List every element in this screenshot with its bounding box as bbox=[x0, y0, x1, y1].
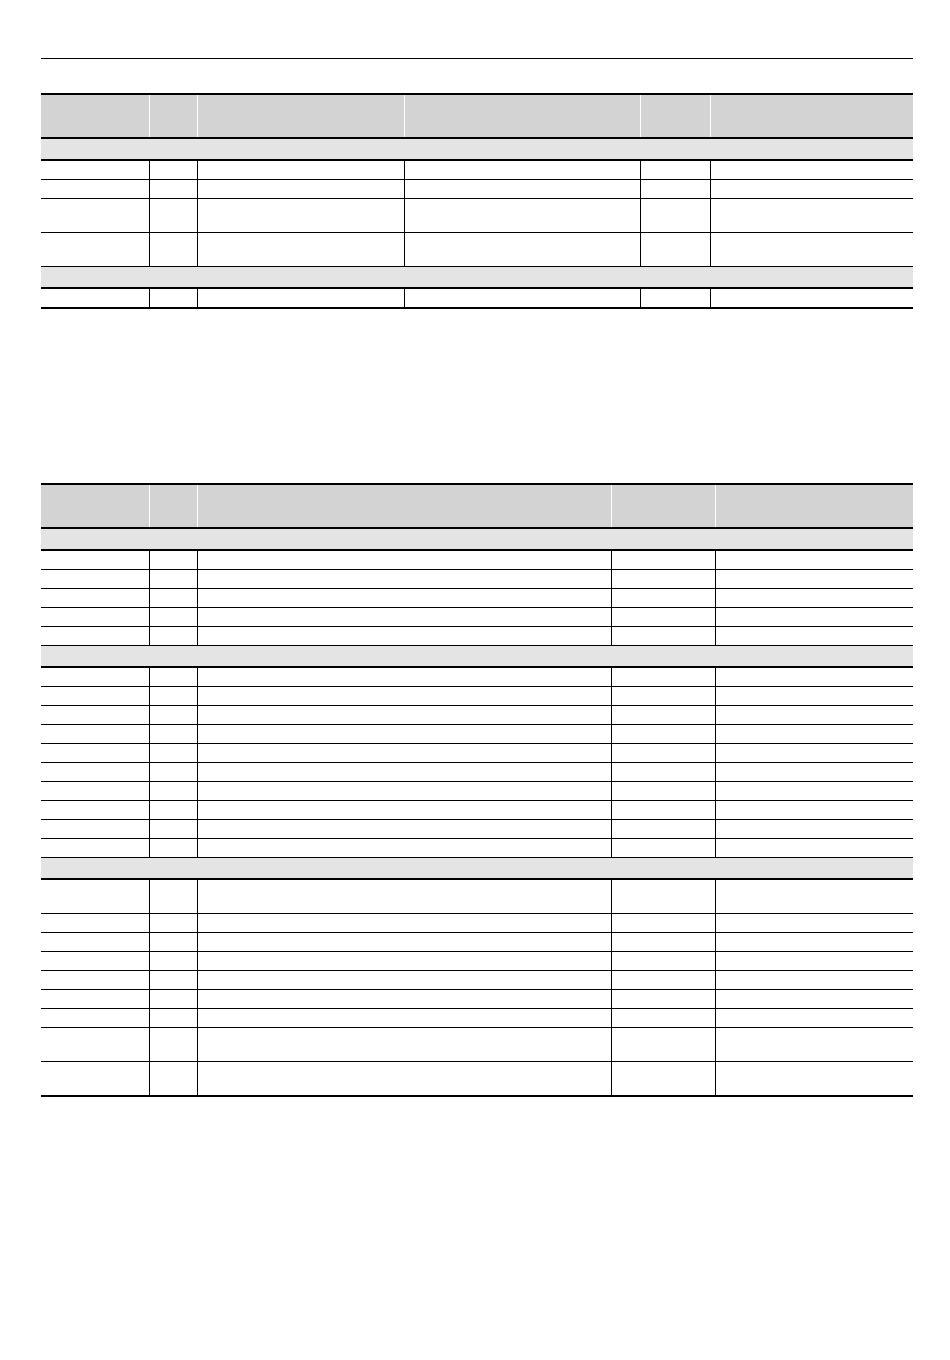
table-cell bbox=[149, 914, 197, 933]
table-cell bbox=[41, 801, 149, 820]
table-row bbox=[41, 627, 913, 646]
table-cell bbox=[640, 180, 710, 199]
table-cell bbox=[41, 627, 149, 646]
column-header bbox=[197, 94, 404, 138]
column-header bbox=[710, 94, 913, 138]
column-header bbox=[41, 94, 149, 138]
table-cell bbox=[197, 933, 611, 952]
table-cell bbox=[149, 687, 197, 706]
table-cell bbox=[197, 627, 611, 646]
table-cell bbox=[41, 589, 149, 608]
table-cell bbox=[149, 160, 197, 180]
table-cell bbox=[640, 233, 710, 267]
table-cell bbox=[149, 725, 197, 744]
table-cell bbox=[41, 1028, 149, 1062]
column-header bbox=[611, 484, 715, 528]
table-cell bbox=[715, 914, 913, 933]
table-cell bbox=[197, 1009, 611, 1028]
table-row bbox=[41, 288, 913, 308]
table-row bbox=[41, 801, 913, 820]
column-header bbox=[715, 484, 913, 528]
table-cell bbox=[611, 1062, 715, 1097]
table-cell bbox=[404, 160, 640, 180]
section-label bbox=[41, 858, 913, 880]
table-cell bbox=[611, 608, 715, 627]
table-header-row bbox=[41, 94, 913, 138]
table-cell bbox=[404, 233, 640, 267]
table-cell bbox=[41, 570, 149, 589]
table-cell bbox=[715, 667, 913, 687]
table-cell bbox=[41, 180, 149, 199]
table-cell bbox=[41, 782, 149, 801]
table-cell bbox=[611, 879, 715, 914]
table-cell bbox=[710, 199, 913, 233]
table-cell bbox=[404, 288, 640, 308]
section-header-row bbox=[41, 646, 913, 668]
table-cell bbox=[640, 288, 710, 308]
table-cell bbox=[611, 990, 715, 1009]
section-header-row bbox=[41, 858, 913, 880]
table-cell bbox=[640, 160, 710, 180]
table-cell bbox=[611, 550, 715, 570]
table-cell bbox=[197, 725, 611, 744]
table-cell bbox=[611, 1009, 715, 1028]
table-row bbox=[41, 550, 913, 570]
table-cell bbox=[715, 879, 913, 914]
table-cell bbox=[197, 801, 611, 820]
table-cell bbox=[715, 933, 913, 952]
table-cell bbox=[715, 801, 913, 820]
table-row bbox=[41, 589, 913, 608]
table-cell bbox=[197, 288, 404, 308]
table-cell bbox=[715, 687, 913, 706]
table-cell bbox=[715, 971, 913, 990]
table-cell bbox=[149, 1028, 197, 1062]
table-cell bbox=[715, 570, 913, 589]
table-cell bbox=[611, 570, 715, 589]
table-cell bbox=[715, 782, 913, 801]
table-row bbox=[41, 570, 913, 589]
section-label bbox=[41, 267, 913, 289]
table-cell bbox=[41, 160, 149, 180]
table-cell bbox=[197, 971, 611, 990]
table-cell bbox=[149, 180, 197, 199]
table-cell bbox=[149, 608, 197, 627]
column-header bbox=[149, 94, 197, 138]
section-label bbox=[41, 138, 913, 160]
table-cell bbox=[41, 199, 149, 233]
table-cell bbox=[41, 990, 149, 1009]
section-label bbox=[41, 528, 913, 550]
table-row bbox=[41, 971, 913, 990]
table-cell bbox=[149, 763, 197, 782]
table-cell bbox=[197, 608, 611, 627]
table-cell bbox=[197, 589, 611, 608]
table-cell bbox=[41, 667, 149, 687]
table-cell bbox=[715, 744, 913, 763]
table-cell bbox=[197, 160, 404, 180]
table-cell bbox=[41, 744, 149, 763]
table-cell bbox=[149, 570, 197, 589]
table-cell bbox=[611, 744, 715, 763]
table-cell bbox=[611, 801, 715, 820]
table-cell bbox=[41, 550, 149, 570]
table-cell bbox=[197, 744, 611, 763]
table-row bbox=[41, 667, 913, 687]
table-cell bbox=[611, 971, 715, 990]
table-cell bbox=[611, 725, 715, 744]
section-header-row bbox=[41, 138, 913, 160]
section-label bbox=[41, 646, 913, 668]
table-cell bbox=[41, 914, 149, 933]
table-cell bbox=[149, 952, 197, 971]
table-cell bbox=[197, 667, 611, 687]
table-cell bbox=[715, 550, 913, 570]
table-cell bbox=[149, 199, 197, 233]
table-cell bbox=[611, 1028, 715, 1062]
table-row bbox=[41, 160, 913, 180]
table-cell bbox=[41, 952, 149, 971]
table-cell bbox=[197, 879, 611, 914]
table-cell bbox=[197, 1062, 611, 1097]
table-cell bbox=[197, 1028, 611, 1062]
table-cell bbox=[197, 687, 611, 706]
column-header bbox=[404, 94, 640, 138]
table-cell bbox=[149, 288, 197, 308]
table-cell bbox=[611, 914, 715, 933]
table-cell bbox=[715, 763, 913, 782]
table-cell bbox=[197, 914, 611, 933]
table-row bbox=[41, 233, 913, 267]
table-cell bbox=[640, 199, 710, 233]
table-cell bbox=[149, 782, 197, 801]
table-row bbox=[41, 933, 913, 952]
table-cell bbox=[197, 550, 611, 570]
column-header bbox=[640, 94, 710, 138]
table-cell bbox=[197, 706, 611, 725]
top-rule bbox=[41, 58, 913, 59]
table-cell bbox=[197, 839, 611, 858]
table-cell bbox=[404, 180, 640, 199]
table-cell bbox=[41, 820, 149, 839]
table-row bbox=[41, 725, 913, 744]
table-cell bbox=[149, 1062, 197, 1097]
table-row bbox=[41, 763, 913, 782]
table-cell bbox=[611, 627, 715, 646]
table-cell bbox=[41, 706, 149, 725]
table-cell bbox=[715, 990, 913, 1009]
section-header-row bbox=[41, 267, 913, 289]
table-cell bbox=[715, 608, 913, 627]
table-cell bbox=[404, 199, 640, 233]
table-cell bbox=[710, 233, 913, 267]
table-cell bbox=[611, 952, 715, 971]
table-cell bbox=[41, 879, 149, 914]
table-cell bbox=[715, 820, 913, 839]
table-cell bbox=[197, 233, 404, 267]
table-cell bbox=[197, 763, 611, 782]
table-row bbox=[41, 952, 913, 971]
table-cell bbox=[149, 801, 197, 820]
table-cell bbox=[197, 952, 611, 971]
column-header bbox=[197, 484, 611, 528]
table-1 bbox=[41, 93, 913, 309]
table-cell bbox=[611, 839, 715, 858]
table-cell bbox=[710, 180, 913, 199]
table-cell bbox=[149, 839, 197, 858]
table-cell bbox=[41, 1062, 149, 1097]
table-row bbox=[41, 782, 913, 801]
table-cell bbox=[149, 990, 197, 1009]
table-cell bbox=[715, 1028, 913, 1062]
table-row bbox=[41, 1062, 913, 1097]
table-cell bbox=[611, 820, 715, 839]
table-cell bbox=[41, 288, 149, 308]
table-header-row bbox=[41, 484, 913, 528]
table-cell bbox=[149, 744, 197, 763]
table-cell bbox=[149, 933, 197, 952]
table-cell bbox=[197, 570, 611, 589]
table-row bbox=[41, 199, 913, 233]
table-cell bbox=[611, 782, 715, 801]
table-cell bbox=[611, 589, 715, 608]
table-row bbox=[41, 990, 913, 1009]
table-cell bbox=[41, 839, 149, 858]
table-cell bbox=[41, 608, 149, 627]
table-row bbox=[41, 820, 913, 839]
table-cell bbox=[715, 1062, 913, 1097]
table-row bbox=[41, 180, 913, 199]
table-cell bbox=[197, 199, 404, 233]
table-cell bbox=[611, 763, 715, 782]
table-cell bbox=[149, 550, 197, 570]
table-cell bbox=[715, 952, 913, 971]
table-cell bbox=[149, 589, 197, 608]
table-row bbox=[41, 608, 913, 627]
table-row bbox=[41, 687, 913, 706]
column-header bbox=[149, 484, 197, 528]
table-cell bbox=[41, 687, 149, 706]
table-cell bbox=[149, 820, 197, 839]
table-row bbox=[41, 744, 913, 763]
table-cell bbox=[149, 1009, 197, 1028]
table-cell bbox=[710, 288, 913, 308]
table-cell bbox=[197, 990, 611, 1009]
table-row bbox=[41, 879, 913, 914]
table-row bbox=[41, 839, 913, 858]
table-cell bbox=[611, 687, 715, 706]
table-cell bbox=[197, 180, 404, 199]
table-cell bbox=[149, 627, 197, 646]
table-cell bbox=[611, 667, 715, 687]
table-cell bbox=[41, 1009, 149, 1028]
table-row bbox=[41, 706, 913, 725]
table-cell bbox=[197, 820, 611, 839]
table-cell bbox=[715, 1009, 913, 1028]
table-cell bbox=[149, 706, 197, 725]
table-cell bbox=[149, 667, 197, 687]
table-cell bbox=[715, 589, 913, 608]
table-cell bbox=[197, 782, 611, 801]
table-cell bbox=[41, 233, 149, 267]
table-cell bbox=[715, 725, 913, 744]
column-header bbox=[41, 484, 149, 528]
table-cell bbox=[41, 933, 149, 952]
table-cell bbox=[611, 933, 715, 952]
table-cell bbox=[715, 706, 913, 725]
table-cell bbox=[41, 725, 149, 744]
table-2 bbox=[41, 483, 913, 1097]
table-cell bbox=[41, 971, 149, 990]
table-cell bbox=[611, 706, 715, 725]
table-row bbox=[41, 914, 913, 933]
table-cell bbox=[715, 627, 913, 646]
table-cell bbox=[149, 971, 197, 990]
table-cell bbox=[149, 879, 197, 914]
table-row bbox=[41, 1028, 913, 1062]
section-header-row bbox=[41, 528, 913, 550]
table-cell bbox=[41, 763, 149, 782]
table-row bbox=[41, 1009, 913, 1028]
table-cell bbox=[710, 160, 913, 180]
table-cell bbox=[149, 233, 197, 267]
table-cell bbox=[715, 839, 913, 858]
